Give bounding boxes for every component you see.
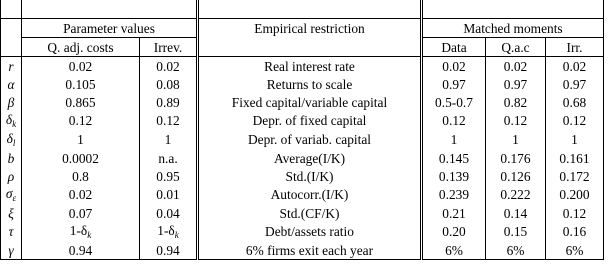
qadj-value: 0.8	[22, 167, 140, 185]
sub-header-qac: Q.a.c	[486, 38, 546, 57]
qac-moment: 0.82	[486, 93, 546, 111]
irrev-value: 0.94	[140, 241, 198, 260]
data-moment: 0.20	[442, 224, 466, 239]
restriction-label: Depr. of fixed capital	[198, 111, 422, 130]
qadj-value: 0.865	[22, 93, 140, 111]
qadj-value: 0.94	[22, 241, 140, 260]
qac-moment: 0.14	[486, 204, 546, 222]
irr-moment: 0.12	[546, 204, 604, 222]
irrev-subscript: k	[174, 230, 179, 240]
irrev-value: 0.95	[140, 167, 198, 185]
table-row	[1, 167, 604, 185]
symbol-subscript: k	[12, 119, 17, 129]
irrev-value: 0.89	[140, 93, 198, 111]
param-symbol: r	[1, 57, 22, 76]
sub-header-irr: Irr.	[546, 38, 604, 57]
table-row	[1, 149, 604, 167]
sub-header-irrev: Irrev.	[140, 38, 198, 57]
qac-moment: 0.12	[486, 111, 546, 130]
sub-header-data: Data	[422, 38, 486, 57]
qac-moment: 0.126	[486, 167, 546, 185]
symbol-base: δ	[5, 112, 13, 127]
qac-moment: 0.02	[486, 57, 546, 76]
param-symbol: α	[1, 75, 22, 93]
qac-moment: 6%	[486, 241, 546, 260]
irrev-value	[140, 222, 198, 241]
qadj-value: 0.02	[22, 185, 140, 204]
restriction-label: Real interest rate	[198, 57, 422, 76]
irrev-value: 0.08	[140, 75, 198, 93]
table-row	[1, 57, 604, 76]
param-symbol: ρ	[1, 167, 22, 185]
data-moment: 0.21	[442, 205, 466, 221]
restriction-label: Std.(I/K)	[198, 167, 422, 185]
irrev-value: 0.04	[140, 204, 198, 222]
symbol-base: σ	[5, 186, 13, 201]
irrev-value: 0.01	[140, 185, 198, 204]
group-header-parameter-values: Parameter values	[22, 19, 198, 38]
irrev-value: 0.02	[140, 57, 198, 76]
restriction-label: Autocorr.(I/K)	[198, 185, 422, 204]
qadj-subscript: k	[87, 230, 92, 240]
restriction-label: Debt/assets ratio	[198, 222, 422, 241]
qac-moment: 0.176	[486, 149, 546, 167]
irr-moment: 0.68	[546, 93, 604, 111]
restriction-label: Average(I/K)	[198, 149, 422, 167]
group-header-matched-moments: Matched moments	[422, 19, 604, 38]
data-moment: 1	[450, 132, 458, 147]
irrev-value: 0.12	[140, 111, 198, 130]
restriction-label: Std.(CF/K)	[198, 204, 422, 222]
qadj-value: 0.105	[22, 75, 140, 93]
sub-header-row	[1, 38, 604, 57]
sub-header-empty	[198, 38, 422, 57]
param-symbol	[1, 185, 22, 204]
qac-moment: 0.15	[486, 222, 546, 241]
param-symbol: ξ	[1, 204, 22, 222]
table-row	[1, 75, 604, 93]
symbol-subscript: ε	[12, 193, 17, 203]
qadj-value	[22, 222, 140, 241]
param-symbol: β	[1, 93, 22, 111]
qadj-prefix: 1-δ	[69, 223, 88, 238]
table-top-strip	[1, 0, 604, 19]
qac-moment: 0.222	[486, 185, 546, 204]
table-row	[1, 111, 604, 130]
param-symbol	[1, 130, 22, 149]
qadj-value: 1	[22, 130, 140, 149]
group-header-row	[1, 19, 604, 38]
irrev-value: n.a.	[140, 149, 198, 167]
table-row	[1, 241, 604, 260]
irr-moment: 0.200	[546, 185, 604, 204]
table-row	[1, 93, 604, 111]
irr-moment: 0.172	[546, 167, 604, 185]
table-row	[1, 222, 604, 241]
qac-moment: 0.97	[486, 75, 546, 93]
irr-moment: 6%	[546, 241, 604, 260]
table-row	[1, 130, 604, 149]
irr-moment: 0.12	[546, 111, 604, 130]
symbol-subscript: l	[12, 138, 16, 148]
irr-moment: 1	[546, 130, 604, 149]
sub-header-q-adj-costs: Q. adj. costs	[22, 38, 140, 57]
restriction-label: Fixed capital/variable capital	[198, 93, 422, 111]
irr-moment: 0.161	[546, 149, 604, 167]
restriction-label: 6% firms exit each year	[198, 241, 422, 260]
param-symbol: γ	[1, 241, 22, 260]
data-moment: 0.145	[438, 150, 470, 166]
irr-moment: 0.16	[546, 222, 604, 241]
param-symbol: b	[1, 149, 22, 167]
data-moment: 0.239	[438, 187, 470, 202]
table-row	[1, 185, 604, 204]
restriction-label: Depr. of variab. capital	[198, 130, 422, 149]
irr-moment: 0.02	[546, 57, 604, 76]
group-header-empirical-restriction: Empirical restriction	[198, 19, 422, 38]
param-symbol: τ	[1, 222, 22, 241]
table-row	[1, 204, 604, 222]
data-moment: 0.97	[442, 76, 466, 92]
symbol-base: δ	[6, 131, 13, 146]
data-moment: 0.12	[442, 113, 466, 128]
param-symbol	[1, 111, 22, 130]
data-moment: 0.139	[438, 168, 470, 184]
data-moment: 0.5-0.7	[435, 94, 473, 110]
qadj-value: 0.02	[22, 57, 140, 76]
qadj-value: 0.07	[22, 204, 140, 222]
data-moment: 0.02	[442, 58, 466, 74]
qac-moment: 1	[486, 130, 546, 149]
irr-moment: 0.97	[546, 75, 604, 93]
irrev-prefix: 1-δ	[157, 223, 175, 238]
irrev-value: 1	[140, 130, 198, 149]
data-moment: 6%	[422, 241, 486, 260]
qadj-value: 0.0002	[22, 149, 140, 167]
qadj-value: 0.12	[22, 111, 140, 130]
restriction-label: Returns to scale	[198, 75, 422, 93]
